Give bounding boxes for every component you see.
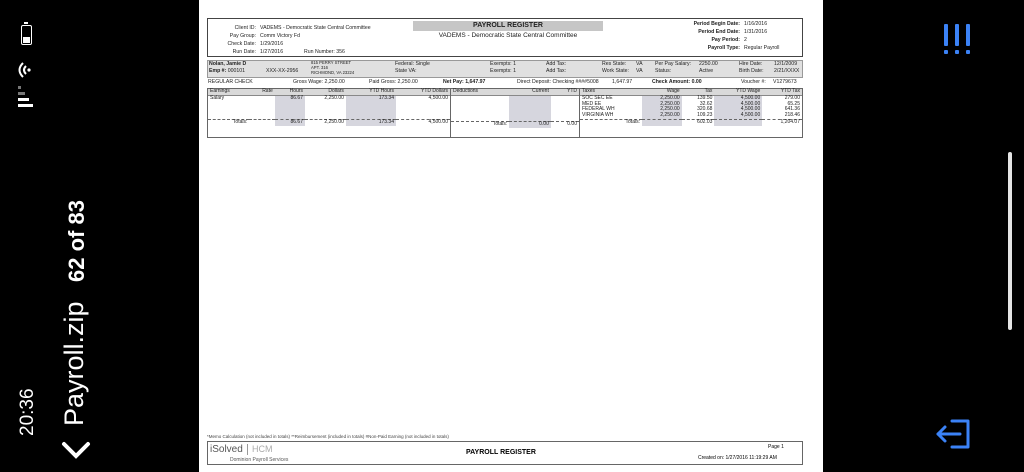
table-cell: VIRGINIA WH	[582, 112, 614, 118]
check-date-label: Check Date:	[227, 41, 256, 47]
per-pay-salary-label: Per Pay Salary:	[655, 61, 692, 67]
direct-deposit-amount: 1,647.97	[612, 79, 633, 85]
register-title: PAYROLL REGISTER	[413, 21, 603, 31]
table-cell: Totals:	[580, 119, 642, 125]
table-cell: 218.46	[784, 112, 800, 118]
viewer-file-name: Payroll.zip	[59, 301, 89, 426]
page-number: Page 1	[768, 444, 784, 450]
address-line-1: 815 PERRY STREET	[311, 60, 352, 65]
taxes-header: YTD Tax	[762, 89, 802, 95]
company-name: Dominion Payroll Services	[230, 457, 289, 463]
run-number: Run Number: 356	[304, 49, 345, 55]
wifi-icon	[15, 60, 35, 80]
gross-wage: Gross Wage: 2,250.00	[293, 79, 345, 85]
earnings-header: Rate	[249, 89, 274, 95]
hire-date-label: Hire Date:	[739, 61, 763, 67]
table-cell: 602.03	[682, 119, 715, 125]
pay-group-label: Pay Group:	[229, 33, 256, 39]
run-date: 1/27/2016	[260, 49, 284, 55]
deductions-header: Deductions	[451, 89, 509, 95]
employee-ssn: XXX-XX-2956	[266, 68, 299, 74]
period-end-label: Period End Date:	[698, 29, 740, 35]
birth-date: 2/21/XXXX	[774, 68, 800, 74]
table-cell: MED EE	[582, 100, 602, 107]
earnings-header: YTD Hours	[346, 89, 396, 95]
net-pay: 1,647.97	[465, 79, 486, 85]
table-cell: 2,250.00	[642, 102, 682, 108]
signal-icon	[16, 84, 34, 110]
net-pay-label: Net Pay:	[443, 79, 464, 85]
federal-status: Federal: Single	[395, 61, 430, 67]
direct-deposit: Direct Deposit: Checking ####5008	[517, 79, 599, 85]
created-on: Created on: 1/27/2016 11:19:29 AM	[698, 455, 777, 461]
deductions-totals-row	[451, 121, 579, 127]
pay-period-label: Pay Period:	[711, 37, 740, 43]
client-id: VADEMS - Democratic State Central Committee	[260, 25, 371, 31]
earnings-header: YTD Dollars	[396, 89, 450, 95]
address-line-2: APT. 316	[311, 65, 328, 70]
voucher: V1279673	[773, 79, 797, 85]
table-cell: 65.25	[787, 100, 800, 107]
table-cell	[714, 119, 762, 125]
payroll-type-label: Payroll Type:	[707, 45, 740, 51]
table-cell: Salary	[210, 94, 225, 101]
exclamation-menu-icon[interactable]	[942, 22, 972, 58]
register-header	[207, 18, 803, 57]
table-cell: 320.68	[697, 106, 713, 113]
table-cell: 0.00	[551, 121, 579, 127]
table-cell: 279.00	[784, 94, 800, 101]
table-cell: 139.50	[697, 94, 713, 101]
table-cell: 641.36	[784, 106, 800, 113]
table-cell	[249, 120, 274, 126]
employee-name: Nolan, Jamie D	[209, 61, 247, 67]
table-cell: FEDERAL WH	[582, 106, 615, 113]
check-date: 1/29/2016	[260, 41, 284, 47]
payroll-type: Regular Payroll	[744, 45, 780, 51]
pay-group: Comm Victory Fd	[260, 33, 300, 39]
earnings-table	[208, 89, 450, 126]
table-cell	[642, 119, 682, 125]
battery-icon	[21, 25, 32, 45]
table-cell: 86.67	[275, 120, 305, 126]
footer-box	[207, 441, 803, 465]
table-cell: 86.67	[275, 95, 305, 101]
table-cell: 109.23	[697, 112, 713, 118]
pay-period: 2	[744, 37, 747, 43]
taxes-table	[580, 89, 802, 126]
earnings-header: Dollars	[305, 89, 346, 95]
chevron-left-icon[interactable]	[60, 438, 92, 464]
status-time: 20:36	[17, 388, 38, 436]
document-page	[199, 0, 823, 472]
footer-legend: *Memo Calculation (not included in totals) **Reimbursement (included in totals) #Non-Paid Earning (not included in totals)	[207, 434, 449, 439]
table-cell: 0.00	[509, 121, 551, 127]
earnings-header: Hours	[275, 89, 305, 95]
detail-grid	[207, 89, 803, 138]
paid-gross: Paid Gross: 2,250.00	[369, 79, 418, 85]
address-line-3: RICHMOND, VA 23224	[311, 70, 355, 75]
employee-row	[207, 60, 803, 78]
document-footer	[207, 434, 803, 465]
table-cell: 2,250.00	[642, 113, 682, 119]
emp-label: Emp #:	[209, 68, 227, 74]
exit-icon[interactable]	[934, 418, 974, 450]
taxes-header: YTD Wage	[714, 89, 762, 95]
deductions-header: Current	[509, 89, 551, 95]
exempts-1: Exempts: 1	[490, 61, 516, 67]
table-cell: Totals:	[208, 120, 249, 126]
table-cell: 2,250.00	[642, 95, 682, 101]
isolved-logo: iSolved	[210, 444, 248, 455]
check-amount-label: Check Amount:	[652, 79, 691, 85]
deductions-header: YTD	[551, 89, 579, 95]
deductions-table	[451, 89, 579, 128]
status-value: Active	[699, 68, 714, 74]
emp-no: 000101	[227, 68, 246, 74]
table-cell: 4,500.00	[396, 120, 450, 126]
table-cell: 2,250.00	[305, 120, 346, 126]
taxes-section	[580, 89, 802, 137]
status-label: Status:	[655, 68, 672, 74]
scrollbar[interactable]	[1008, 152, 1012, 330]
birth-date-label: Birth Date:	[739, 68, 764, 74]
period-begin: 1/16/2016	[744, 21, 768, 27]
table-cell: 173.34	[346, 95, 396, 101]
table-cell: 4,500.00	[714, 107, 762, 113]
client-id-label: Client ID:	[234, 25, 256, 31]
taxes-totals-row	[580, 119, 802, 125]
table-cell: 2,250.00	[324, 94, 344, 101]
table-cell: 4,500.00	[714, 102, 762, 108]
taxes-header: Tax	[682, 89, 715, 95]
hcm-logo: HCM	[252, 444, 273, 454]
exempts-2: Exempts: 1	[490, 68, 516, 74]
work-state: VA	[636, 68, 643, 74]
period-begin-label: Period Begin Date:	[693, 21, 740, 27]
table-cell: SOC SEC EE	[582, 94, 613, 101]
table-cell: 32.62	[699, 100, 713, 107]
viewer-position: 62 of 83	[64, 200, 89, 282]
res-state-label: Res State:	[602, 61, 627, 67]
taxes-header: Wage	[642, 89, 682, 95]
table-cell: 173.34	[346, 120, 396, 126]
period-end: 1/31/2016	[744, 29, 768, 35]
table-cell: 4,500.00	[428, 94, 448, 101]
table-cell: 2,250.00	[642, 107, 682, 113]
per-pay-salary: 2250.00	[699, 61, 718, 67]
earnings-totals-row	[208, 120, 450, 126]
res-state: VA	[636, 61, 643, 67]
add-tax-1: Add Tax:	[546, 61, 567, 67]
taxes-header: Taxes	[580, 89, 642, 95]
footer-title: PAYROLL REGISTER	[466, 449, 536, 456]
earnings-header: Earnings	[208, 89, 249, 95]
check-type: REGULAR CHECK	[208, 79, 253, 85]
state-status: State VA:	[395, 68, 417, 74]
hire-date: 12/1/2009	[774, 61, 798, 67]
earnings-section	[208, 89, 451, 137]
check-amount: 0.00	[691, 79, 702, 85]
add-tax-2: Add Tax:	[546, 68, 567, 74]
register-client: VADEMS - Democratic State Central Committee	[438, 32, 578, 39]
deductions-section	[451, 89, 580, 137]
work-state-label: Work State:	[602, 68, 630, 74]
table-cell: 4,500.00	[714, 113, 762, 119]
table-cell: 4,500.00	[714, 95, 762, 101]
table-cell: Totals:	[451, 121, 509, 127]
voucher-label: Voucher #:	[741, 79, 766, 85]
table-cell: 1,204.07	[762, 119, 802, 125]
run-date-label: Run Date:	[232, 49, 256, 55]
